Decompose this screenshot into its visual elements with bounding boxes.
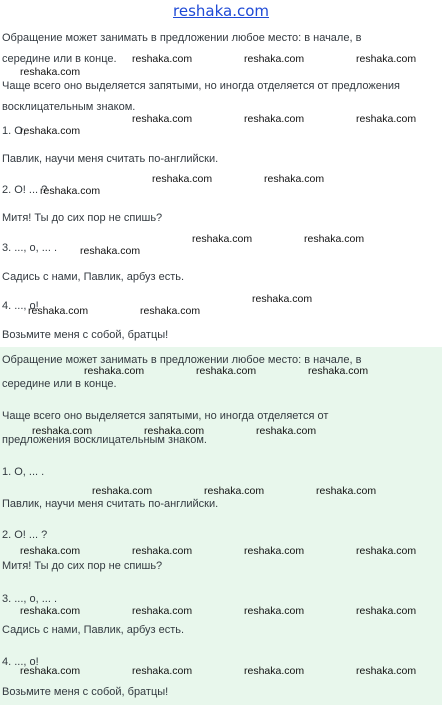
- scheme-4: 4. ..., о!: [2, 656, 39, 668]
- example-sentence-1: Павлик, научи меня считать по-английски.: [2, 153, 219, 165]
- rule2-text-line-2: предложения восклицательным знаком.: [2, 434, 207, 446]
- watermark: reshaka.com: [80, 245, 141, 257]
- rule-text-line-1: Обращение может занимать в предложении любое место: в начале, в: [2, 32, 362, 44]
- watermark: reshaka.com: [204, 485, 265, 497]
- watermark: reshaka.com: [244, 605, 305, 617]
- watermark: reshaka.com: [356, 545, 417, 557]
- watermark: reshaka.com: [132, 665, 193, 677]
- highlighted-section-background: [0, 347, 442, 705]
- scheme-4: 4. ..., о!: [2, 300, 39, 312]
- watermark: reshaka.com: [196, 365, 257, 377]
- scheme-2: 2. О! ... ?: [2, 184, 48, 196]
- scheme-3: 3. ..., о, ... .: [2, 593, 58, 605]
- watermark: reshaka.com: [244, 665, 305, 677]
- scheme-2: 2. О! ... ?: [2, 529, 48, 541]
- rule2-text-line-2: восклицательным знаком.: [2, 101, 136, 113]
- watermark: reshaka.com: [252, 293, 313, 305]
- watermark: reshaka.com: [20, 545, 81, 557]
- watermark: reshaka.com: [244, 113, 305, 125]
- rule-text-line-2: середине или в конце.: [2, 53, 117, 65]
- watermark: reshaka.com: [356, 665, 417, 677]
- watermark: reshaka.com: [84, 365, 145, 377]
- watermark: reshaka.com: [152, 173, 213, 185]
- watermark: reshaka.com: [132, 605, 193, 617]
- scheme-3: 3. ..., о, ... .: [2, 242, 58, 254]
- watermark: reshaka.com: [316, 485, 377, 497]
- scheme-1: 1. О,: [2, 125, 26, 137]
- watermark: reshaka.com: [132, 113, 193, 125]
- watermark: reshaka.com: [244, 545, 305, 557]
- watermark: reshaka.com: [264, 173, 325, 185]
- example-sentence-4: Возьмите меня с собой, братцы!: [2, 329, 169, 341]
- watermark: reshaka.com: [40, 185, 101, 197]
- watermark: reshaka.com: [144, 425, 205, 437]
- watermark: reshaka.com: [140, 305, 201, 317]
- watermark: reshaka.com: [356, 53, 417, 65]
- watermark: reshaka.com: [304, 233, 365, 245]
- watermark: reshaka.com: [20, 66, 81, 78]
- watermark: reshaka.com: [32, 425, 93, 437]
- watermark: reshaka.com: [256, 425, 317, 437]
- watermark: reshaka.com: [20, 605, 81, 617]
- example-sentence-2: Митя! Ты до сих пор не спишь?: [2, 560, 163, 572]
- rule-text-line-2: середине или в конце.: [2, 378, 117, 390]
- watermark: reshaka.com: [132, 53, 193, 65]
- watermark: reshaka.com: [308, 365, 369, 377]
- example-sentence-3: Садись с нами, Павлик, арбуз есть.: [2, 624, 185, 636]
- site-title-link[interactable]: reshaka.com: [173, 2, 269, 20]
- watermark: reshaka.com: [132, 545, 193, 557]
- watermark: reshaka.com: [20, 665, 81, 677]
- rule2-text-line-1: Чаще всего оно выделяется запятыми, но иногда отделяется от: [2, 410, 329, 422]
- watermark: reshaka.com: [356, 605, 417, 617]
- scheme-1: 1. О, ... .: [2, 466, 45, 478]
- rule2-text-line-1: Чаще всего оно выделяется запятыми, но иногда отделяется от предложения: [2, 80, 401, 92]
- example-sentence-2: Митя! Ты до сих пор не спишь?: [2, 212, 163, 224]
- watermark: reshaka.com: [244, 53, 305, 65]
- watermark: reshaka.com: [28, 305, 89, 317]
- watermark: reshaka.com: [192, 233, 253, 245]
- watermark: reshaka.com: [356, 113, 417, 125]
- watermark: reshaka.com: [20, 125, 81, 137]
- example-sentence-3: Садись с нами, Павлик, арбуз есть.: [2, 271, 185, 283]
- watermark: reshaka.com: [92, 485, 153, 497]
- rule-text-line-1: Обращение может занимать в предложении любое место: в начале, в: [2, 354, 362, 366]
- example-sentence-1: Павлик, научи меня считать по-английски.: [2, 498, 219, 510]
- example-sentence-4: Возьмите меня с собой, братцы!: [2, 686, 169, 698]
